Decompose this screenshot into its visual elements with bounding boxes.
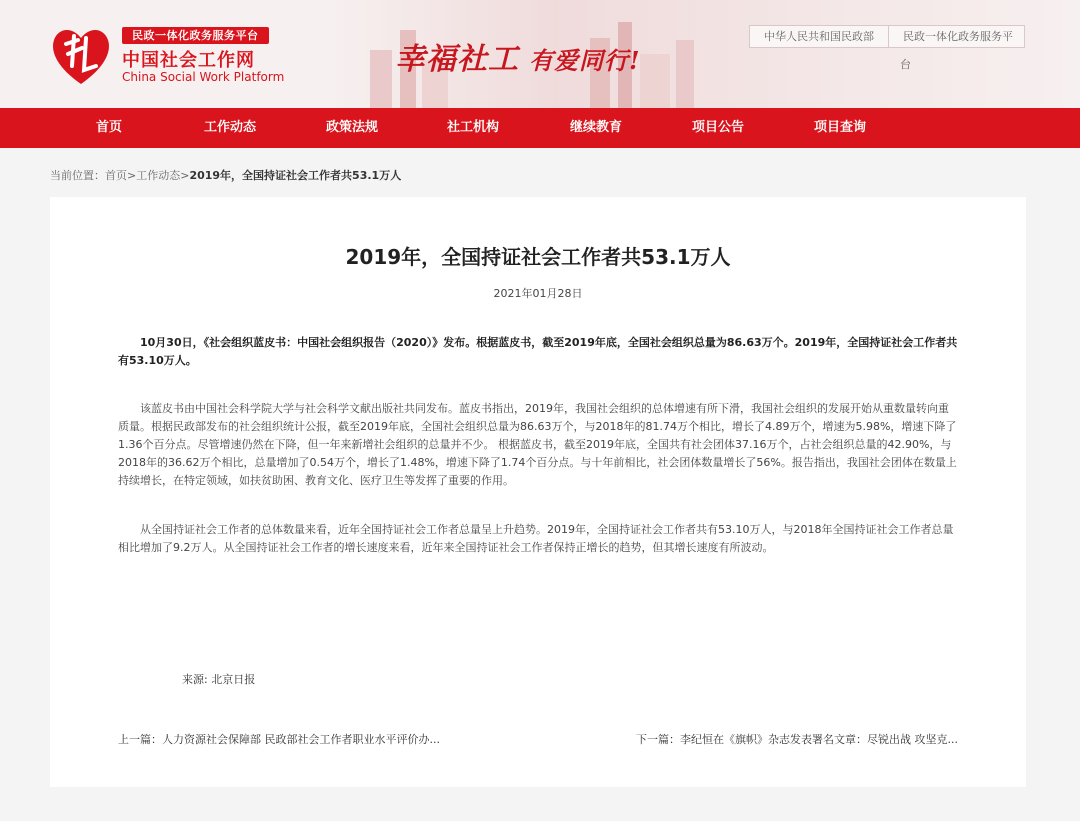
article-title: 2019年，全国持证社会工作者共53.1万人 [345,245,731,269]
breadcrumb-current: 2019年，全国持证社会工作者共53.1万人 [189,169,402,182]
breadcrumb-home-link[interactable]: 首页 [105,169,127,182]
breadcrumb-separator: > [127,169,137,182]
main-nav [0,108,1080,148]
breadcrumb-section-link[interactable]: 工作动态 [136,169,181,182]
header-slogan [395,34,641,78]
article-source: 来源: 北京日报 [182,673,256,686]
article-panel [50,197,1026,787]
previous-article-link[interactable]: 上一篇：人力资源社会保障部 民政部社会工作者职业水平评价办... [118,733,440,746]
nav-item-social-work-orgs[interactable]: 社工机构 [447,120,500,135]
nav-item-policies[interactable]: 政策法规 [326,120,379,135]
nav-item-home[interactable]: 首页 [96,120,123,135]
slogan-part-2: 有爱同行! [529,46,641,75]
breadcrumb [50,167,401,183]
logo-chinese-name[interactable]: 中国社会工作网 [122,50,255,71]
article-lead-paragraph: 10月30日，《社会组织蓝皮书：中国社会组织报告（2020）》发布。根据蓝皮书，截至2019年底，全国社会组织总量为86.63万个。2019年，全国持证社会工作者共有53.10万人。 [118,336,958,367]
top-links [749,25,1025,48]
breadcrumb-separator: > [180,169,190,182]
nav-item-project-notices[interactable]: 项目公告 [692,120,745,135]
site-logo-icon[interactable] [48,22,114,88]
link-civil-affairs-platform[interactable]: 民政一体化政务服务平 [889,25,1025,48]
logo-english-name: China Social Work Platform [122,70,285,84]
nav-item-project-query[interactable]: 项目查询 [814,120,867,135]
logo-platform-tag: 民政一体化政务服务平台 [122,27,269,44]
link-civil-affairs-platform-wrap[interactable]: 台 [900,58,911,71]
article-paragraph: 从全国持证社会工作者的总体数量来看，近年全国持证社会工作者总量呈上升趋势。2019年，全国持证社会工作者共有53.10万人，与2018年全国持证社会工作者总量相比增加了9.2万人。从全国持证社会工作者的增长速度来看，近年来全国持证社会工作者保持正增长的趋势，但其增长速度有所波动。 [118,523,954,554]
slogan-part-1: 幸福社工 [395,42,519,77]
nav-item-continuing-education[interactable]: 继续教育 [570,120,623,135]
nav-item-work-news[interactable]: 工作动态 [204,120,257,135]
link-ministry-of-civil-affairs[interactable]: 中华人民共和国民政部 [749,25,889,48]
article-date: 2021年01月28日 [493,287,583,300]
site-header [0,0,1080,108]
article-paragraph: 该蓝皮书由中国社会科学院大学与社会科学文献出版社共同发布。蓝皮书指出，2019年，我国社会组织的总体增速有所下滑，我国社会组织的发展开始从重数量转向重质量。根据民政部发布的社会组织统计公报，截至2019年底，全国社会组织总量为86.63万个，与2018年的81.74万个相比，增长了4.89万个，增速为5.98%，增速下降了1.36个百分点。尽管增速仍然在下降，但一年来新增社会组织的总量并不少。 根据蓝皮书，截至2019年底，全国共有社会团体37.16万个，占社会组织总量的42.90%，与2018年的36.62万个相比，总量增加了0.54万个，增长了1.48%，增速下降了1.74个百分点。与十年前相比，社会团体数量增长了56%。报告指出，我国社会团体在数量上持续增长，在特定领域，如扶贫助困、教育文化、医疗卫生等发挥了重要的作用。 [118,402,957,487]
breadcrumb-prefix: 当前位置： [50,169,105,182]
next-article-link[interactable]: 下一篇：李纪恒在《旗帜》杂志发表署名文章：尽锐出战 攻坚克... [636,733,958,746]
